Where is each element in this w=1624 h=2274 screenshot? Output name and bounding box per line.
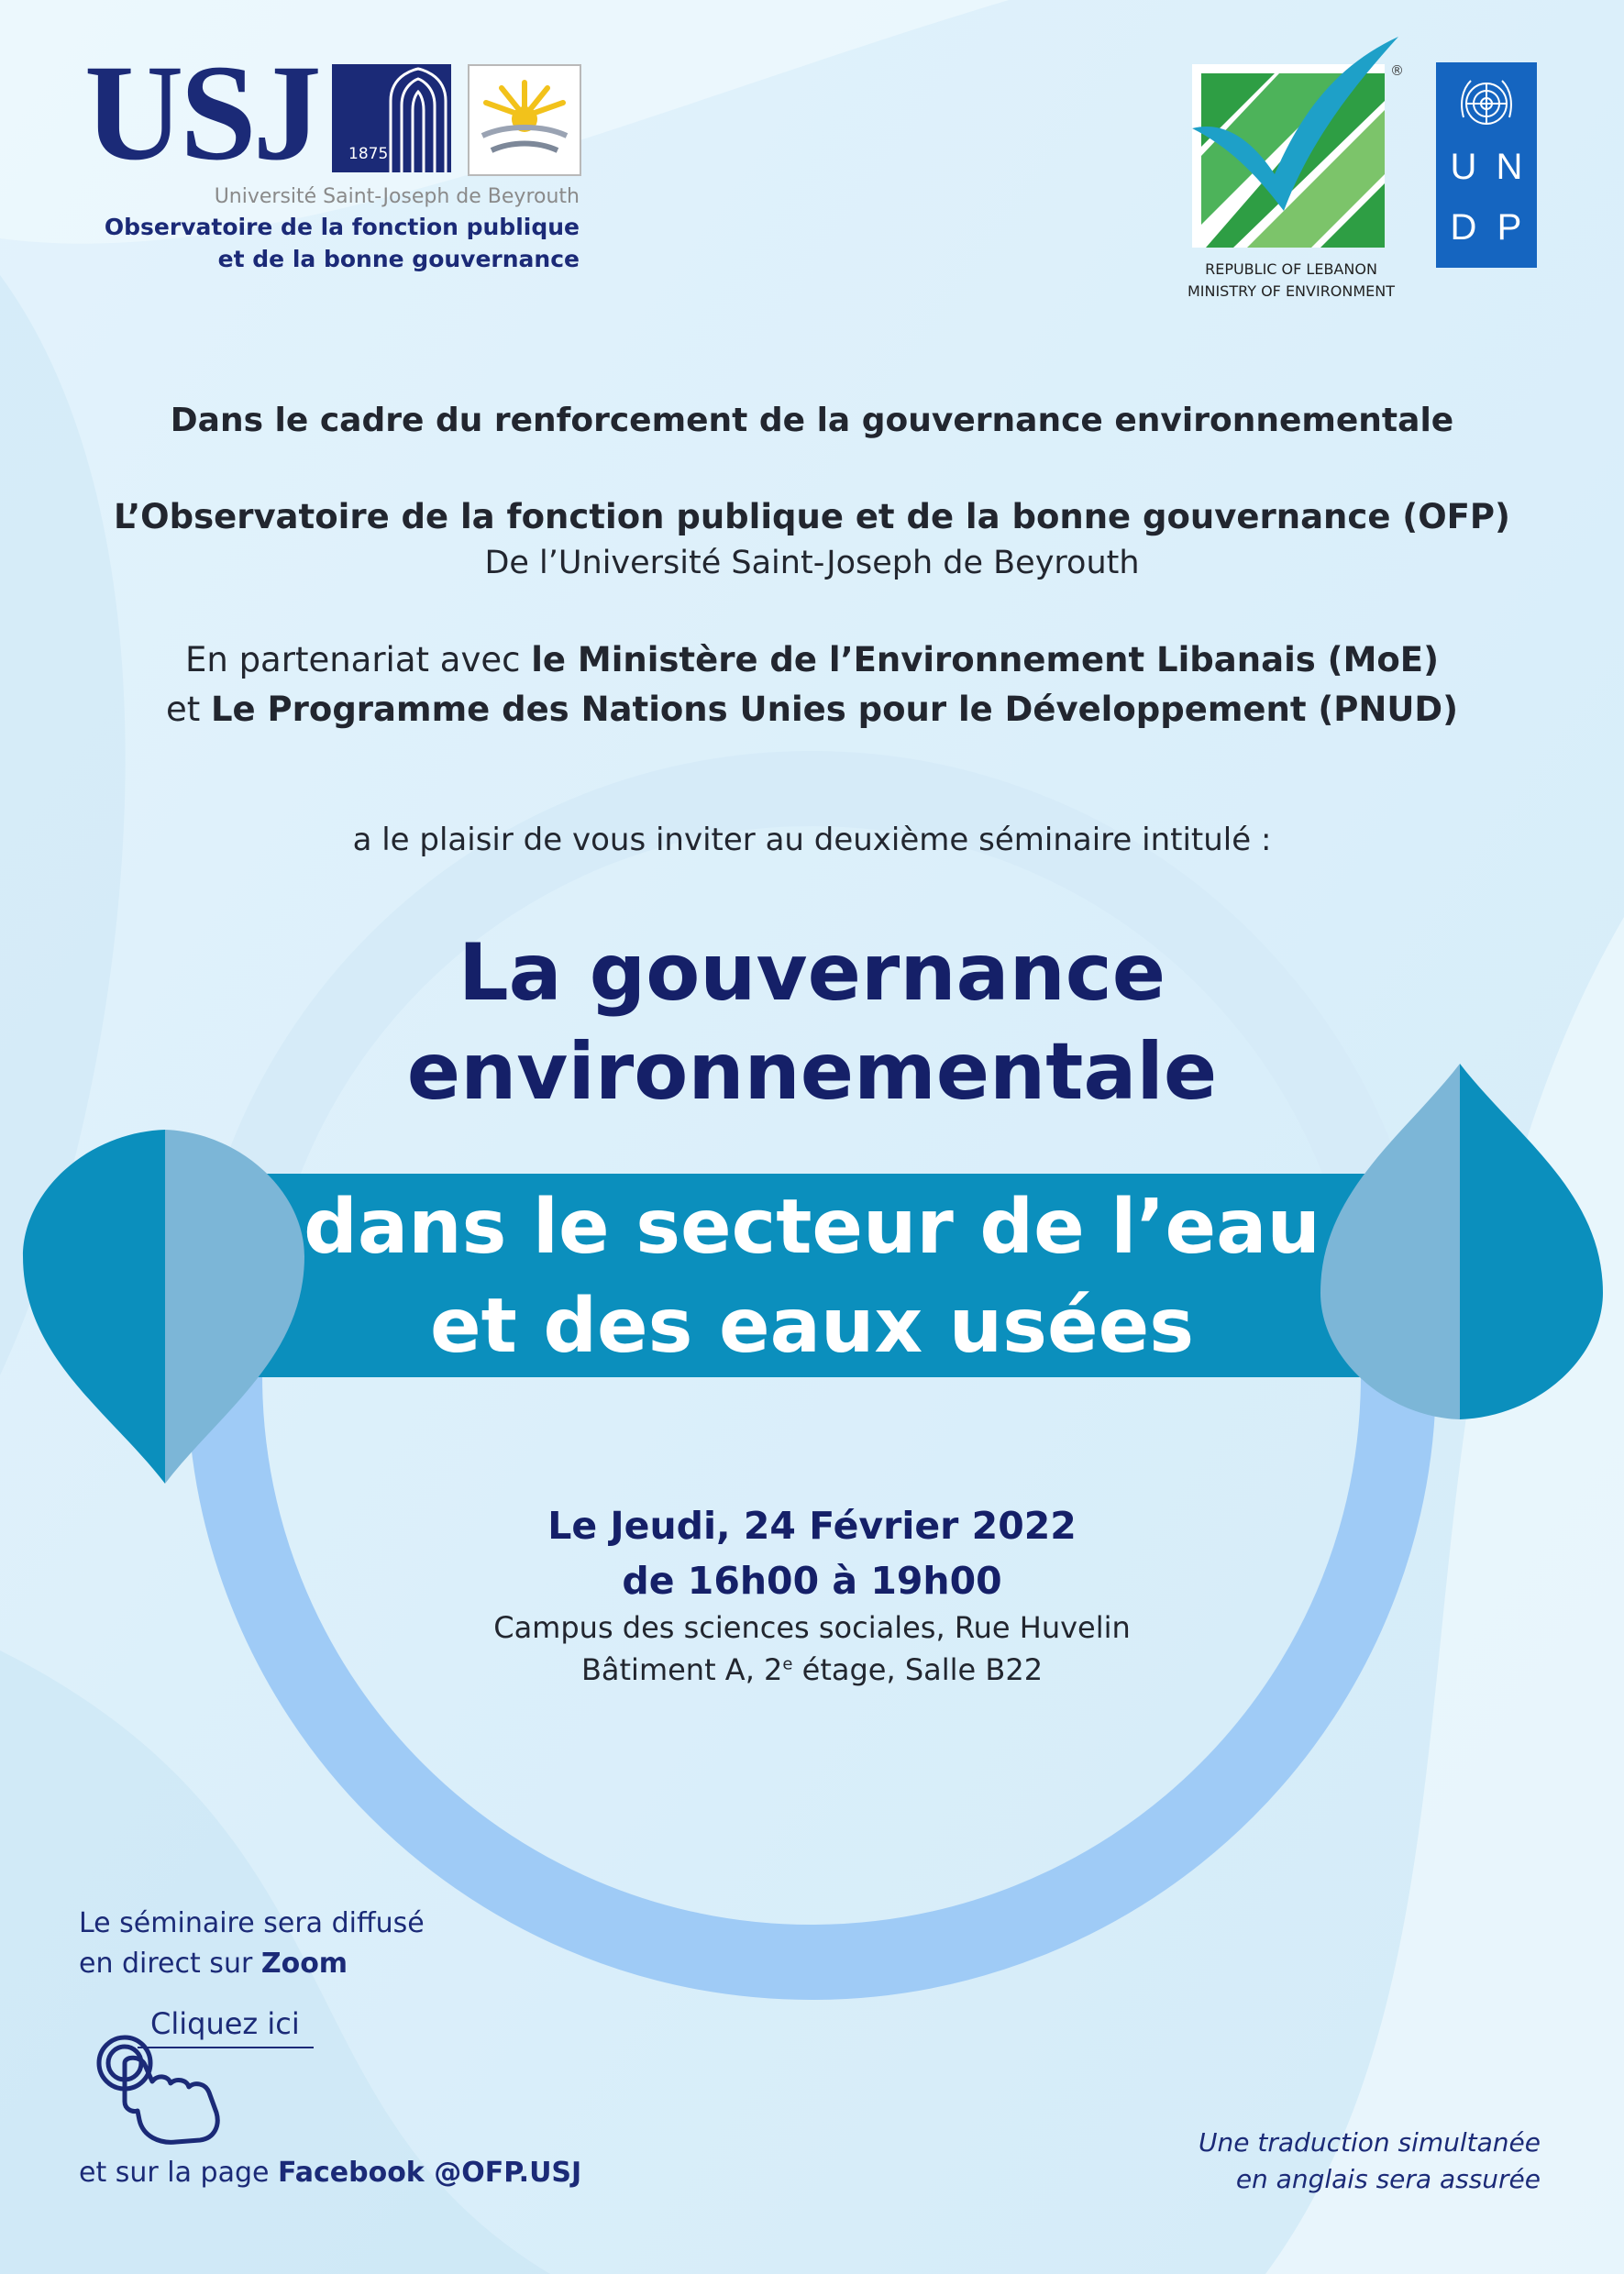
event-location-line1: Campus des sciences sociales, Rue Huvelin: [493, 1610, 1131, 1645]
usj-university-name: Université Saint-Joseph de Beyrouth: [214, 185, 580, 208]
sun-icon: [470, 66, 580, 174]
click-here-link[interactable]: Cliquez ici: [150, 2006, 300, 2041]
zoom-link[interactable]: Zoom: [260, 1948, 348, 1980]
event-date: Le Jeudi, 24 Février 2022: [547, 1504, 1077, 1548]
event-time: de 16h00 à 19h00: [622, 1559, 1002, 1603]
facebook-prefix: et sur la page: [79, 2157, 278, 2189]
zoom-info-line2: [79, 1948, 348, 1980]
seminar-title-line2: environnementale: [406, 1026, 1218, 1118]
location-building: Bâtiment A, 2: [580, 1652, 783, 1687]
intro-text: Dans le cadre du renforcement de la gouvernance environnementale: [170, 402, 1454, 439]
usj-arches-icon: [383, 64, 453, 172]
moe-registered-mark: ®: [1390, 62, 1404, 79]
location-superscript: e: [782, 1654, 793, 1674]
usj-year: 1875: [348, 145, 389, 163]
partnership-and: et: [165, 690, 211, 729]
zoom-prefix: en direct sur: [79, 1948, 261, 1980]
facebook-info: [79, 2157, 581, 2189]
partner-moe: le Ministère de l’Environnement Libanais (MoE): [531, 640, 1439, 679]
un-emblem-icon: [1454, 72, 1519, 136]
usj-observatory-line2: et de la bonne gouvernance: [217, 246, 580, 272]
seminar-title-line1: La gouvernance: [458, 927, 1166, 1019]
translation-note-line2: en anglais sera assurée: [1235, 2164, 1541, 2194]
partnership-prefix: En partenariat avec: [184, 640, 532, 679]
usj-wordmark: USJ: [84, 37, 318, 189]
location-room: étage, Salle B22: [792, 1652, 1044, 1687]
usj-sun-emblem: [468, 64, 581, 176]
undp-letter-d: D: [1450, 207, 1477, 248]
usj-observatory-line1: Observatoire de la fonction publique: [104, 214, 580, 240]
ofp-title: L’Observatoire de la fonction publique et de la bonne gouvernance (OFP): [114, 497, 1510, 536]
invitation-text: a le plaisir de vous inviter au deuxième séminaire intitulé :: [352, 822, 1272, 858]
partnership-line2: [0, 690, 1624, 729]
undp-letter-n: N: [1496, 147, 1523, 187]
translation-note-line1: Une traduction simultanée: [1199, 2127, 1541, 2158]
partnership-line1: [0, 640, 1624, 679]
pointing-hand-icon[interactable]: [88, 2028, 226, 2147]
band-title-line2: et des eaux usées: [429, 1283, 1194, 1370]
event-location-line2: [0, 1652, 1624, 1687]
moe-logo-icon: [1192, 37, 1403, 257]
zoom-info-line1: Le séminaire sera diffusé: [79, 1907, 425, 1939]
partner-pnud: Le Programme des Nations Unies pour le Développement (PNUD): [210, 690, 1459, 729]
band-title-line1: dans le secteur de l’eau: [304, 1184, 1320, 1271]
undp-letter-u: U: [1450, 147, 1477, 187]
undp-letter-p: P: [1497, 207, 1522, 248]
moe-text-line2: MINISTRY OF ENVIRONMENT: [1187, 282, 1396, 300]
ofp-subtitle: De l’Université Saint-Joseph de Beyrouth: [484, 545, 1140, 581]
moe-text-line1: REPUBLIC OF LEBANON: [1205, 260, 1377, 278]
facebook-page-link[interactable]: Facebook @OFP.USJ: [278, 2157, 582, 2189]
